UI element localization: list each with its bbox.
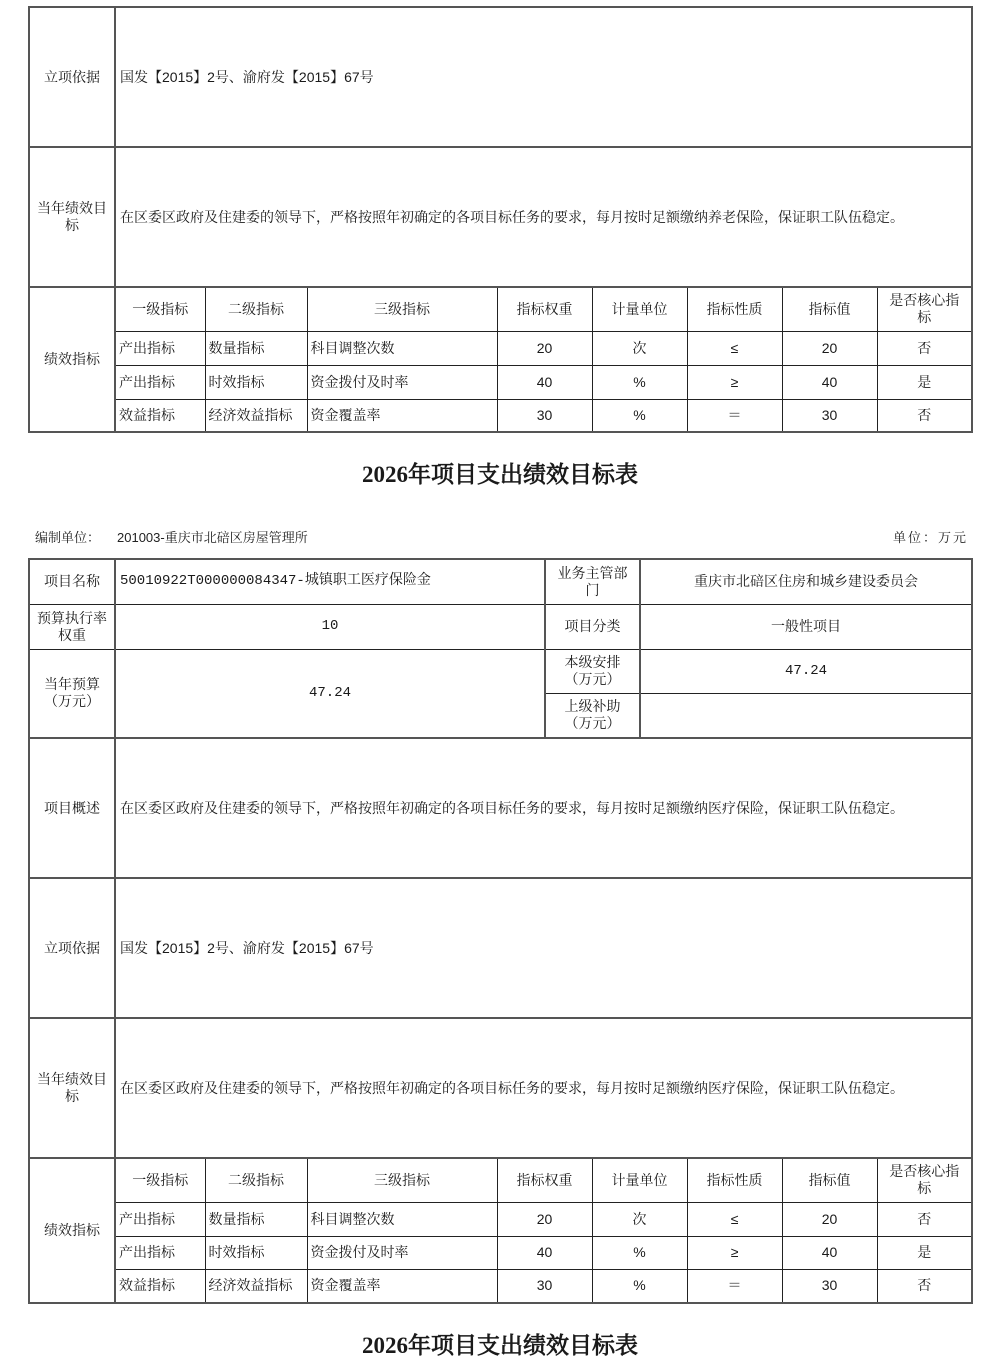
cell-nature: ≥ [687, 365, 782, 399]
cell-is-core: 是 [877, 1236, 972, 1269]
cell-unit: % [592, 365, 687, 399]
header-nature: 指标性质 [687, 287, 782, 331]
cell-value: 40 [782, 1236, 877, 1269]
cell-level2: 经济效益指标 [205, 399, 307, 432]
indicator-header-row [29, 1158, 972, 1202]
annual-goal-label: 当年绩效目标 [29, 147, 115, 287]
exec-weight-label: 预算执行率权重 [29, 604, 115, 649]
basis-label: 立项依据 [29, 7, 115, 147]
indicator-header-row [29, 287, 972, 331]
budget-value: 47.24 [115, 649, 545, 738]
cell-value: 30 [782, 1269, 877, 1303]
cell-weight: 30 [497, 1269, 592, 1303]
budget-label: 当年预算（万元） [29, 649, 115, 738]
overview-row [29, 738, 972, 878]
basis-value: 国发【2015】2号、渝府发【2015】67号 [115, 878, 972, 1018]
exec-weight-row [29, 604, 972, 649]
overview-label: 项目概述 [29, 738, 115, 878]
superior-subsidy-value [640, 693, 972, 738]
superior-subsidy-label: 上级补助（万元） [545, 693, 640, 738]
cell-unit: % [592, 1236, 687, 1269]
table-row [29, 331, 972, 365]
table-row [29, 399, 972, 432]
cell-nature: ＝ [687, 1269, 782, 1303]
cell-unit: % [592, 1269, 687, 1303]
header-is-core: 是否核心指标 [877, 1158, 972, 1202]
basis-row [29, 7, 972, 147]
cell-value: 30 [782, 399, 877, 432]
performance-table-medical [28, 558, 973, 1304]
header-level2: 二级指标 [205, 287, 307, 331]
cell-level2: 时效指标 [205, 365, 307, 399]
cell-level3: 资金拨付及时率 [307, 365, 497, 399]
basis-value: 国发【2015】2号、渝府发【2015】67号 [115, 7, 972, 147]
basis-row [29, 878, 972, 1018]
header-level3: 三级指标 [307, 287, 497, 331]
local-funding-label: 本级安排（万元） [545, 649, 640, 693]
cell-level2: 数量指标 [205, 1202, 307, 1236]
cell-weight: 40 [497, 365, 592, 399]
dept-value: 重庆市北碚区住房和城乡建设委员会 [640, 559, 972, 604]
cell-level2: 时效指标 [205, 1236, 307, 1269]
project-name-value: 50010922T000000084347-城镇职工医疗保险金 [115, 559, 545, 604]
exec-weight-value: 10 [115, 604, 545, 649]
unit-label: 单位：万元 [892, 530, 968, 545]
cell-unit: % [592, 399, 687, 432]
cell-level3: 资金拨付及时率 [307, 1236, 497, 1269]
prepared-by-label: 编制单位： [35, 530, 101, 545]
indicators-label: 绩效指标 [29, 287, 115, 432]
cell-is-core: 否 [877, 1202, 972, 1236]
cell-weight: 40 [497, 1236, 592, 1269]
cell-level3: 资金覆盖率 [307, 1269, 497, 1303]
header-weight: 指标权重 [497, 1158, 592, 1202]
cell-nature: ＝ [687, 399, 782, 432]
header-unit: 计量单位 [592, 287, 687, 331]
project-name-row [29, 559, 972, 604]
local-funding-value: 47.24 [640, 649, 972, 693]
cell-level3: 资金覆盖率 [307, 399, 497, 432]
table-row [29, 1269, 972, 1303]
category-value: 一般性项目 [640, 604, 972, 649]
cell-is-core: 否 [877, 331, 972, 365]
basis-label: 立项依据 [29, 878, 115, 1018]
header-is-core: 是否核心指标 [877, 287, 972, 331]
cell-weight: 20 [497, 331, 592, 365]
category-label: 项目分类 [545, 604, 640, 649]
cell-level1: 产出指标 [115, 331, 205, 365]
cell-level3: 科目调整次数 [307, 1202, 497, 1236]
overview-value: 在区委区政府及住建委的领导下，严格按照年初确定的各项目标任务的要求，每月按时足额缴纳医疗保险，保证职工队伍稳定。 [115, 738, 972, 878]
cell-nature: ≤ [687, 1202, 782, 1236]
header-nature: 指标性质 [687, 1158, 782, 1202]
annual-goal-row [29, 1018, 972, 1158]
table-row [29, 1202, 972, 1236]
annual-goal-label: 当年绩效目标 [29, 1018, 115, 1158]
cell-weight: 30 [497, 399, 592, 432]
budget-row [29, 649, 972, 693]
annual-goal-row [29, 147, 972, 287]
header-level1: 一级指标 [115, 1158, 205, 1202]
next-page-title: 2026年项目支出绩效目标表 [362, 1333, 638, 1358]
cell-level1: 产出指标 [115, 365, 205, 399]
cell-nature: ≥ [687, 1236, 782, 1269]
cell-level2: 经济效益指标 [205, 1269, 307, 1303]
dept-label: 业务主管部门 [545, 559, 640, 604]
cell-level1: 产出指标 [115, 1202, 205, 1236]
table-row [29, 1236, 972, 1269]
cell-value: 20 [782, 1202, 877, 1236]
cell-weight: 20 [497, 1202, 592, 1236]
cell-level1: 效益指标 [115, 399, 205, 432]
cell-level2: 数量指标 [205, 331, 307, 365]
cell-is-core: 是 [877, 365, 972, 399]
header-level3: 三级指标 [307, 1158, 497, 1202]
cell-nature: ≤ [687, 331, 782, 365]
cell-level3: 科目调整次数 [307, 331, 497, 365]
cell-unit: 次 [592, 1202, 687, 1236]
annual-goal-value: 在区委区政府及住建委的领导下，严格按照年初确定的各项目标任务的要求，每月按时足额缴纳养老保险，保证职工队伍稳定。 [115, 147, 972, 287]
annual-goal-value: 在区委区政府及住建委的领导下，严格按照年初确定的各项目标任务的要求，每月按时足额缴纳医疗保险，保证职工队伍稳定。 [115, 1018, 972, 1158]
table-row [29, 365, 972, 399]
header-level1: 一级指标 [115, 287, 205, 331]
cell-is-core: 否 [877, 399, 972, 432]
project-name-label: 项目名称 [29, 559, 115, 604]
header-weight: 指标权重 [497, 287, 592, 331]
page-title: 2026年项目支出绩效目标表 [362, 462, 638, 487]
indicators-label: 绩效指标 [29, 1158, 115, 1303]
header-value: 指标值 [782, 1158, 877, 1202]
cell-is-core: 否 [877, 1269, 972, 1303]
cell-value: 40 [782, 365, 877, 399]
header-unit: 计量单位 [592, 1158, 687, 1202]
cell-unit: 次 [592, 331, 687, 365]
cell-level1: 效益指标 [115, 1269, 205, 1303]
header-level2: 二级指标 [205, 1158, 307, 1202]
header-value: 指标值 [782, 287, 877, 331]
performance-table-pension [28, 6, 973, 433]
cell-level1: 产出指标 [115, 1236, 205, 1269]
prepared-by-value: 201003-重庆市北碚区房屋管理所 [117, 530, 308, 545]
cell-value: 20 [782, 331, 877, 365]
